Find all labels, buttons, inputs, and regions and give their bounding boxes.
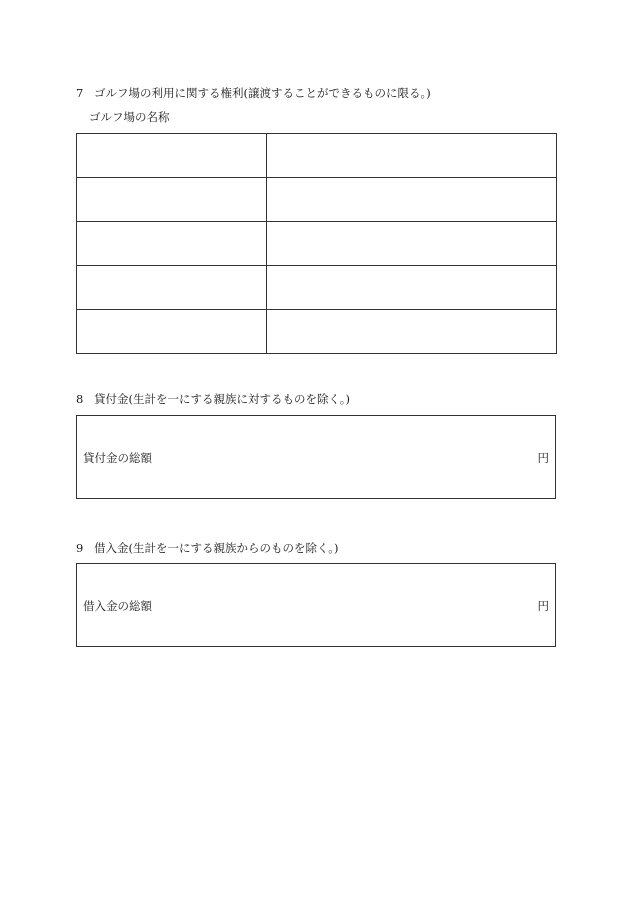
golf-course-name-cell[interactable] <box>77 178 267 222</box>
section-8-title: 貸付金(生計を一にする親族に対するものを除く。) <box>94 392 350 406</box>
golf-course-detail-cell[interactable] <box>267 222 557 266</box>
loans-receivable-total-label: 貸付金の総額 <box>83 451 152 465</box>
golf-rights-table <box>76 133 557 354</box>
golf-course-name-label: ゴルフ場の名称 <box>89 110 170 124</box>
yen-unit-label: 円 <box>537 599 549 613</box>
golf-course-detail-cell[interactable] <box>267 134 557 178</box>
section-9-number: 9 <box>76 541 84 555</box>
section-8-number: 8 <box>76 392 84 406</box>
golf-course-detail-cell[interactable] <box>267 266 557 310</box>
yen-unit-label: 円 <box>537 451 549 465</box>
section-8-heading <box>76 392 350 406</box>
borrowings-total-label: 借入金の総額 <box>83 599 152 613</box>
section-7-heading <box>76 86 431 100</box>
golf-course-name-cell[interactable] <box>77 310 267 354</box>
golf-course-name-cell[interactable] <box>77 134 267 178</box>
section-7-number: 7 <box>76 86 84 100</box>
table-row <box>77 222 557 266</box>
section-9-heading <box>76 541 339 555</box>
golf-course-name-cell[interactable] <box>77 222 267 266</box>
golf-course-name-cell[interactable] <box>77 266 267 310</box>
table-row <box>77 266 557 310</box>
golf-course-detail-cell[interactable] <box>267 310 557 354</box>
table-row <box>77 178 557 222</box>
borrowings-box[interactable] <box>76 563 556 647</box>
table-row <box>77 310 557 354</box>
table-row <box>77 134 557 178</box>
loans-receivable-box[interactable] <box>76 415 556 499</box>
golf-course-detail-cell[interactable] <box>267 178 557 222</box>
section-7-title: ゴルフ場の利用に関する権利(譲渡することができるものに限る。) <box>94 86 431 100</box>
section-9-title: 借入金(生計を一にする親族からのものを除く。) <box>94 541 339 555</box>
